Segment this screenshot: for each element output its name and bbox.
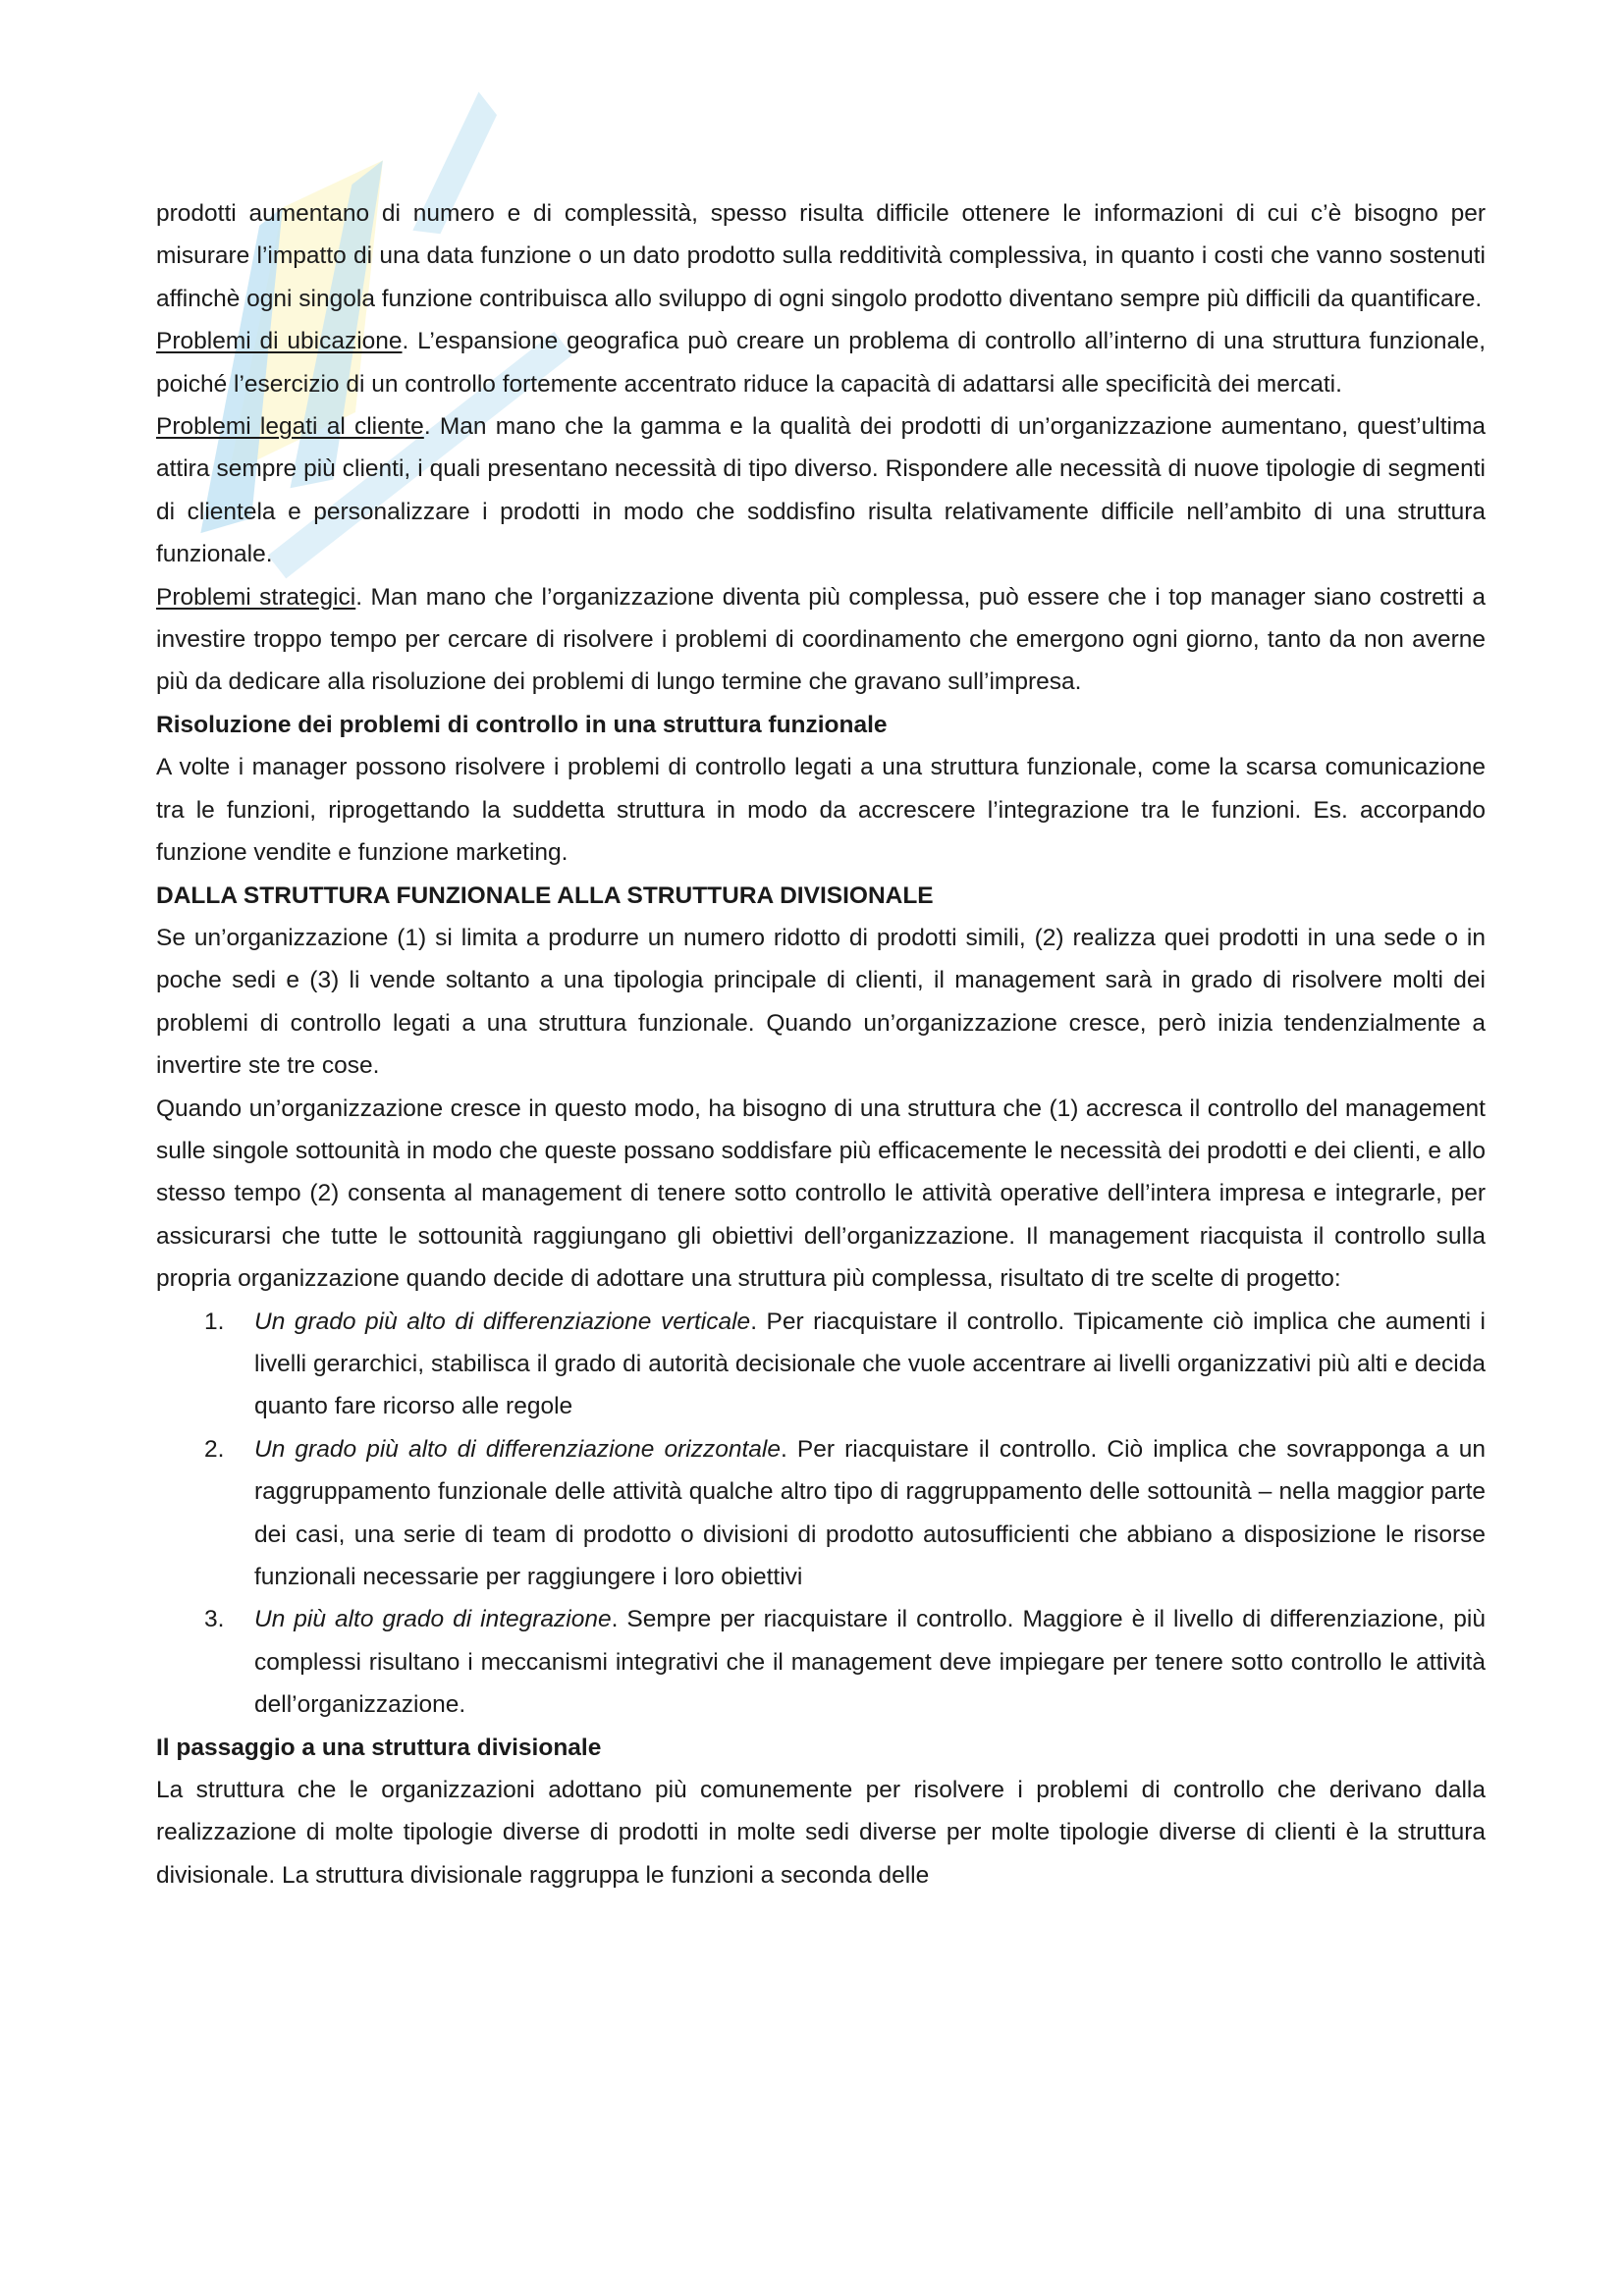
list-item-number: 1. xyxy=(204,1308,225,1335)
list-item-title: Un grado più alto di differenziazione orizzontale xyxy=(254,1435,781,1463)
list-item-title: Un grado più alto di differenziazione verticale xyxy=(254,1308,751,1335)
list-item-text: . Per riacquistare il controllo. Tipicamente ciò implica che aumenti i livelli gerarchici, stabilisca il grado di autorità decisionale che vuole accentrare ai livelli organizzativi più alti e decida quanto fare ricorso alle regole xyxy=(254,1308,1486,1420)
paragraph-strategici xyxy=(156,576,1486,704)
heading-problemi-ubicazione: Problemi di ubicazione xyxy=(156,328,403,355)
paragraph-risoluzione: A volte i manager possono risolvere i problemi di controllo legati a una struttura funzionale, come la scarsa comunicazione tra le funzioni, riprogettando la suddetta struttura in modo da accrescere l’integrazione tra le funzioni. Es. accorpando funzione vendite e funzione marketing. xyxy=(156,754,1486,867)
paragraph-dalla-1: Se un’organizzazione (1) si limita a produrre un numero ridotto di prodotti simili, (2) realizza quei prodotti in una sede o in poche sedi e (3) li vende soltanto a una tipologia principale di clienti, il management sarà in grado di risolvere molti dei problemi di controllo legati a una struttura funzionale. Quando un’organizzazione cresce, però inizia tendenzialmente a invertire ste tre cose. xyxy=(156,924,1486,1080)
heading-dalla-struttura: DALLA STRUTTURA FUNZIONALE ALLA STRUTTURA DIVISIONALE xyxy=(156,881,934,909)
text-problemi-strategici: . Man mano che l’organizzazione diventa più complessa, può essere che i top manager siano costretti a investire troppo tempo per cercare di risolvere i problemi di coordinamento che emergono ogni giorno, tanto da non averne più da dedicare alla risoluzione dei problemi di lungo termine che gravano sull’impresa. xyxy=(156,583,1486,696)
paragraph-intro: prodotti aumentano di numero e di complessità, spesso risulta difficile ottenere le informazioni di cui c’è bisogno per misurare l’impatto di una data funzione o un dato prodotto sulla redditività complessiva, in quanto i costi che vanno sostenuti affinchè ogni singola funzione contribuisca allo sviluppo di ogni singolo prodotto diventano sempre più difficili da quantificare. xyxy=(156,200,1486,312)
text-problemi-cliente: . Man mano che la gamma e la qualità dei prodotti di un’organizzazione aumentano, quest’ultima attira sempre più clienti, i quali presentano necessità di tipo diverso. Rispondere alle necessità di nuove tipologie di segmenti di clientela e personalizzare i prodotti in modo che soddisfino risulta relativamente difficile nell’ambito di una struttura funzionale. xyxy=(156,413,1486,568)
list-item-number: 2. xyxy=(204,1435,225,1463)
document-body xyxy=(156,192,1486,1896)
list-item-title: Un più alto grado di integrazione xyxy=(254,1606,612,1633)
heading-risoluzione: Risoluzione dei problemi di controllo in una struttura funzionale xyxy=(156,711,888,738)
paragraph-dalla-2: Quando un’organizzazione cresce in questo modo, ha bisogno di una struttura che (1) accresca il controllo del management sulle singole sottounità in modo che queste possano soddisfare più efficacemente le necessità dei prodotti e dei clienti, e allo stesso tempo (2) consenta al management di tenere sotto controllo le attività operative dell’intera impresa e integrarle, per assicurarsi che tutte le sottounità raggiungano gli obiettivi dell’organizzazione. Il management riacquista il controllo sulla propria organizzazione quando decide di adottare una struttura più complessa, risultato di tre scelte di progetto: xyxy=(156,1095,1486,1293)
list-item-text: . Per riacquistare il controllo. Ciò implica che sovrapponga a un raggruppamento funzionale delle attività qualche altro tipo di raggruppamento delle sottounità – nella maggior parte dei casi, una serie di team di prodotto o divisioni di prodotto autosufficienti che abbiano a disposizione le risorse funzionali necessarie per raggiungere i loro obiettivi xyxy=(254,1435,1487,1590)
list-item-number: 3. xyxy=(204,1606,225,1633)
paragraph-passaggio: La struttura che le organizzazioni adottano più comunemente per risolvere i problemi di controllo che derivano dalla realizzazione di molte tipologie diverse di prodotti in molte sedi diverse per molte tipologie diverse di clienti è la struttura divisionale. La struttura divisionale raggruppa le funzioni a seconda delle xyxy=(156,1777,1486,1889)
heading-problemi-strategici: Problemi strategici xyxy=(156,583,356,611)
paragraph-ubicazione xyxy=(156,320,1486,405)
heading-problemi-cliente: Problemi legati al cliente xyxy=(156,413,424,441)
list-item xyxy=(156,1598,1486,1726)
text-problemi-ubicazione: . L’espansione geografica può creare un problema di controllo all’interno di una struttura funzionale, poiché l’esercizio di un controllo fortemente accentrato riduce la capacità di adattarsi alle specificità dei mercati. xyxy=(156,328,1486,398)
heading-passaggio: Il passaggio a una struttura divisionale xyxy=(156,1734,602,1761)
design-choices-list xyxy=(156,1301,1486,1727)
paragraph-cliente xyxy=(156,405,1486,576)
list-item-text: . Sempre per riacquistare il controllo. Maggiore è il livello di differenziazione, più complessi risultano i meccanismi integrativi che il management deve impiegare per tenere sotto controllo le attività dell’organizzazione. xyxy=(254,1606,1486,1719)
list-item xyxy=(156,1428,1486,1599)
list-item xyxy=(156,1301,1486,1428)
